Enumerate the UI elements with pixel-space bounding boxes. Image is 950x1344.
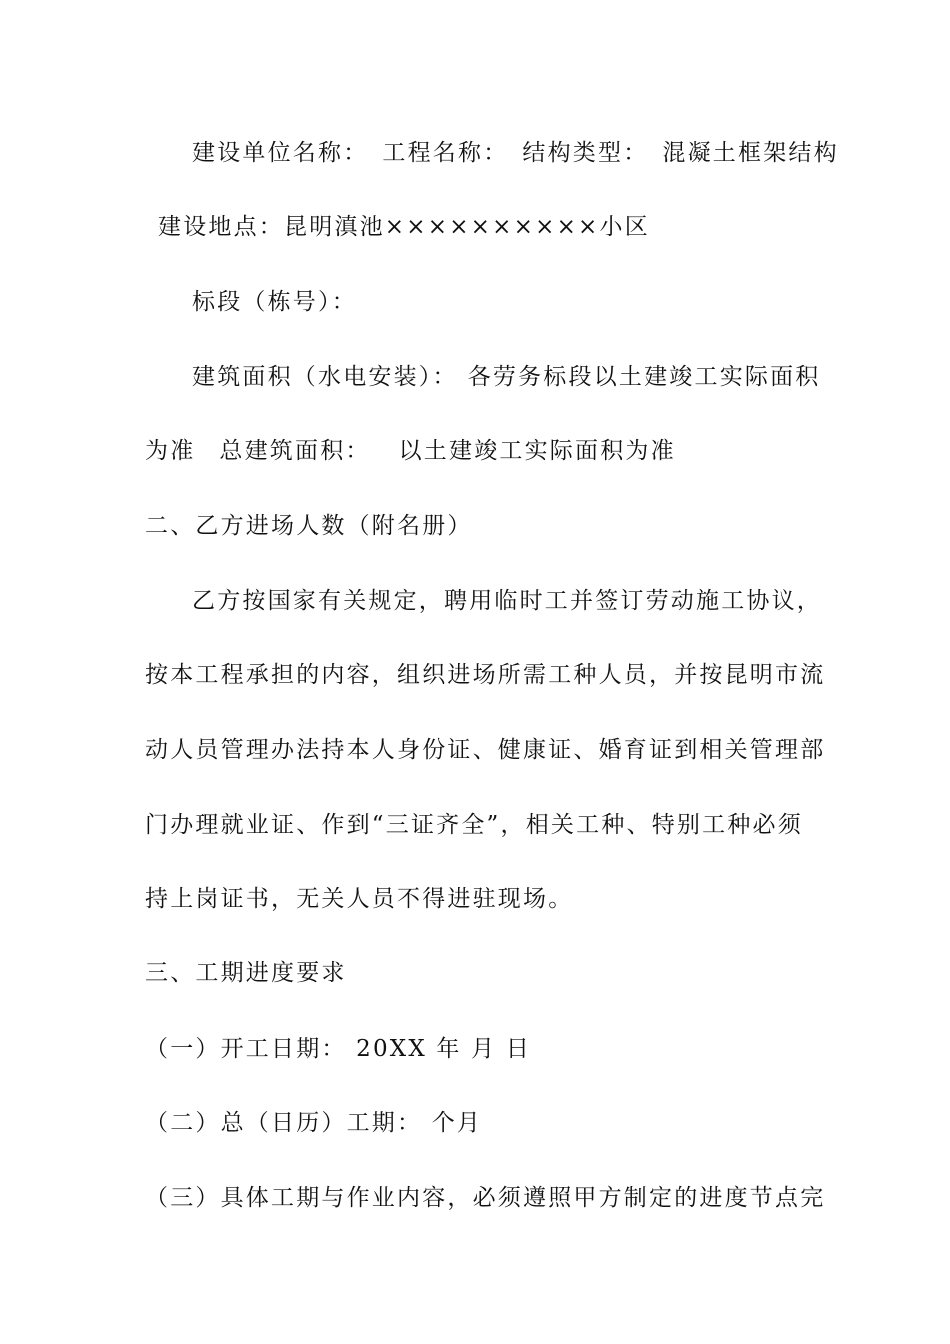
area-line-2 [0,436,950,466]
total-area-label: 总建筑面积： [219,438,371,464]
building-area-value: 各劳务标段以土建竣工实际面积 [467,364,821,390]
area-line-1 [0,362,950,392]
unit-name-label: 建设单位名称： [192,140,369,166]
total-area-value: 以土建竣工实际面积为准 [398,438,676,464]
location-line: 建设地点：昆明滇池××××××××××小区 [158,214,650,240]
project-name-label: 工程名称： [382,140,509,166]
section-line: 标段（栋号）： [192,289,357,315]
structure-type-label: 结构类型： [522,140,649,166]
area-continuation: 为准 [145,438,196,464]
section2-para-line: 按本工程承担的内容，组织进场所需工种人员，并按昆明市流 [145,662,826,688]
schedule-line: （三）具体工期与作业内容，必须遵照甲方制定的进度节点完 [145,1185,826,1211]
project-info-line [0,138,950,168]
start-date-line: （一）开工日期： 20XX 年 月 日 [145,1036,532,1062]
structure-type-value: 混凝土框架结构 [662,140,839,166]
section3-heading: 三、工期进度要求 [145,960,347,986]
section2-para-line: 动人员管理办法持本人身份证、健康证、婚育证到相关管理部 [145,737,826,763]
section2-heading: 二、乙方进场人数（附名册） [145,513,473,539]
duration-line: （二）总（日历）工期： 个月 [145,1110,483,1136]
section2-para-line: 门办理就业证、作到“三证齐全”，相关工种、特别工种必须 [145,812,803,838]
section2-para-line: 乙方按国家有关规定，聘用临时工并签订劳动施工协议， [192,588,822,614]
building-area-label: 建筑面积（水电安装）： [192,364,458,390]
section2-para-line: 持上岗证书，无关人员不得进驻现场。 [145,886,574,912]
